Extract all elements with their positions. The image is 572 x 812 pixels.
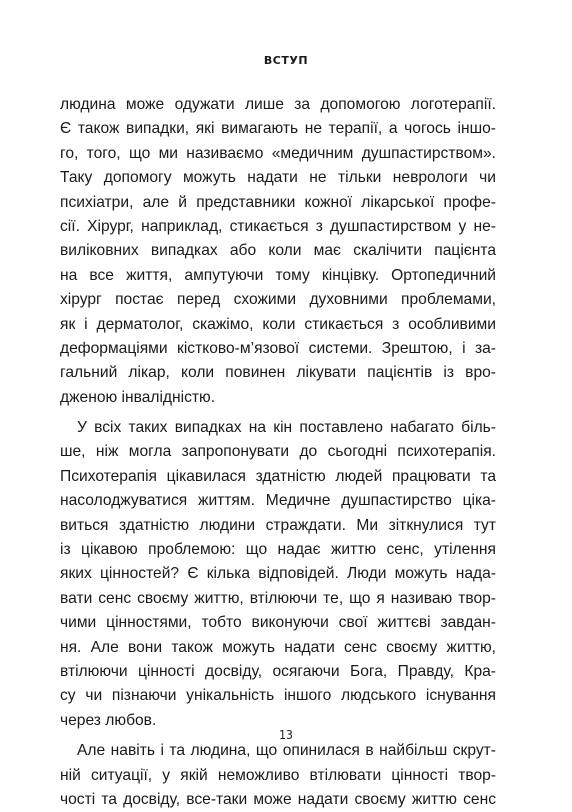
text-line: як і дерматолог, скажімо, коли стикається з особливими [60,315,496,333]
text-line: людина може одужати лише за допомогою логотерапії. [60,96,496,113]
text-line: У всіх таких випадках на кін поставлено набагато біль- [77,419,496,437]
running-head: ВСТУП [263,54,309,67]
text-line: психіатри, але й представники кожної лікарської профе- [60,193,496,211]
text-line: яких цінностей? Є кілька відповідей. Люди можуть нада- [60,565,496,583]
text-line: го, того, що ми називаємо «медичним душпастирством». [60,144,496,162]
body-text [60,93,496,812]
text-line: чості та досвіду, все-таки може надати своєму життю сенс [60,790,496,808]
text-line: Психотерапія цікавилася здатністю людей працювати та [60,467,496,485]
text-line: чими цінностями, тобто виконуючи свої життєві завдан- [60,614,496,632]
text-line: су чи пізнаючи унікальність іншого людського існування [60,687,496,705]
page-number: 13 [279,728,293,742]
text-line: сії. Хірург, наприклад, стикається з душпастирством у не- [60,217,496,235]
text-line: на все життя, ампутуючи тому кінцівку. Ортопедичний [60,266,496,284]
text-line: деформаціями кістково-м’язової системи. Зрештою, і за- [60,339,496,357]
text-line: Є також випадки, які вимагають не терапії, а чогось іншо- [60,120,496,138]
text-line: ня. Але вони також можуть надати сенс своєму життю, [60,638,496,656]
text-line: виліковних випадках або коли має скалічити пацієнта [60,242,496,260]
text-line: втілюючи цінності досвіду, осягаючи Бога, Правду, Кра- [60,662,496,680]
paragraph [60,93,496,410]
text-line: Таку допомогу можуть надати не тільки неврологи чи [60,169,496,187]
text-line: вати сенс своєму життю, втілюючи те, що я називаю твор- [60,589,496,607]
text-line: із цікавою проблемою: що надає життю сенс, утілення [60,541,496,559]
text-line: Але навіть і та людина, що опинилася в найбільш скрут- [77,742,496,760]
paragraph [60,739,496,812]
text-line: насолоджуватися життям. Медичне душпастирство ціка- [60,492,496,510]
text-line: дженою інвалідністю. [60,388,216,406]
text-line: виться здатністю людини страждати. Ми зіткнулися тут [60,516,496,534]
text-line: через любов. [60,711,157,729]
text-line: гальний лікар, коли повинен лікувати пацієнтів із вро- [60,364,496,382]
text-line: ше, ніж могла запропонувати до сьогодні психотерапія. [60,443,496,461]
paragraph [60,416,496,733]
text-line: хірург постає перед схожими духовними проблемами, [60,291,496,309]
text-line: ній ситуації, у якій неможливо втілювати цінності твор- [60,766,496,784]
